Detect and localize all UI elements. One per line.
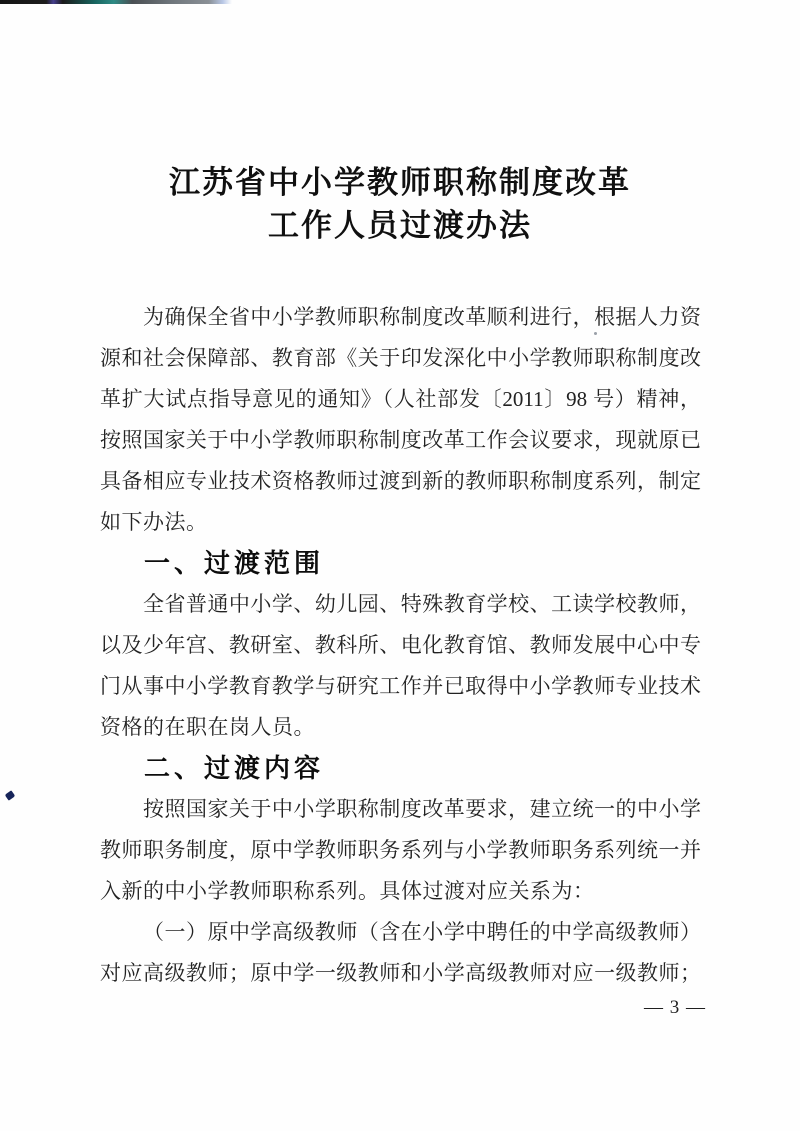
scan-edge-artifact	[0, 0, 232, 4]
paragraph-1-line-6: 如下办法。	[100, 510, 208, 534]
paragraph-2-line-1: 全省普通中小学、幼儿园、特殊教育学校、工读学校教师，	[143, 592, 701, 616]
document-title-line-2: 工作人员过渡办法	[268, 208, 532, 243]
paragraph-3-line-1: 按照国家关于中小学职称制度改革要求，建立统一的中小学	[143, 797, 701, 821]
document-title	[0, 161, 800, 247]
paragraph-1-line-2: 源和社会保障部、教育部《关于印发深化中小学教师职称制度改	[100, 346, 701, 370]
paragraph-1-line-4: 按照国家关于中小学教师职称制度改革工作会议要求，现就原已	[100, 428, 701, 452]
paragraph-3-line-3: 入新的中小学教师职称系列。具体过渡对应关系为：	[100, 879, 595, 903]
paragraph-4-line-1: （一）原中学高级教师（含在小学中聘任的中学高级教师）	[143, 920, 701, 944]
section-heading-2: 二、过渡内容	[144, 753, 325, 783]
document-body	[100, 297, 701, 994]
page-number: — 3 —	[644, 997, 706, 1018]
paragraph-2-line-3: 门从事中小学教育教学与研究工作并已取得中小学教师专业技术	[100, 674, 701, 698]
paragraph-1-line-3: 革扩大试点指导意见的通知》（人社部发〔2011〕98 号）精神，	[100, 387, 701, 411]
paragraph-3-line-2: 教师职务制度，原中学教师职务系列与小学教师职务系列统一并	[100, 838, 701, 862]
paragraph-2-line-4: 资格的在职在岗人员。	[100, 715, 315, 739]
paragraph-2-line-2: 以及少年宫、教研室、教科所、电化教育馆、教师发展中心中专	[100, 633, 701, 657]
paragraph-1-line-5: 具备相应专业技术资格教师过渡到新的教师职称制度系列，制定	[100, 469, 701, 493]
document-title-line-1: 江苏省中小学教师职称制度改革	[169, 165, 631, 200]
paragraph-1-line-1: 为确保全省中小学教师职称制度改革顺利进行，根据人力资	[143, 305, 701, 329]
section-heading-1: 一、过渡范围	[144, 548, 325, 578]
ink-speck	[5, 790, 16, 800]
paragraph-4-line-2: 对应高级教师；原中学一级教师和小学高级教师对应一级教师；	[100, 961, 701, 985]
